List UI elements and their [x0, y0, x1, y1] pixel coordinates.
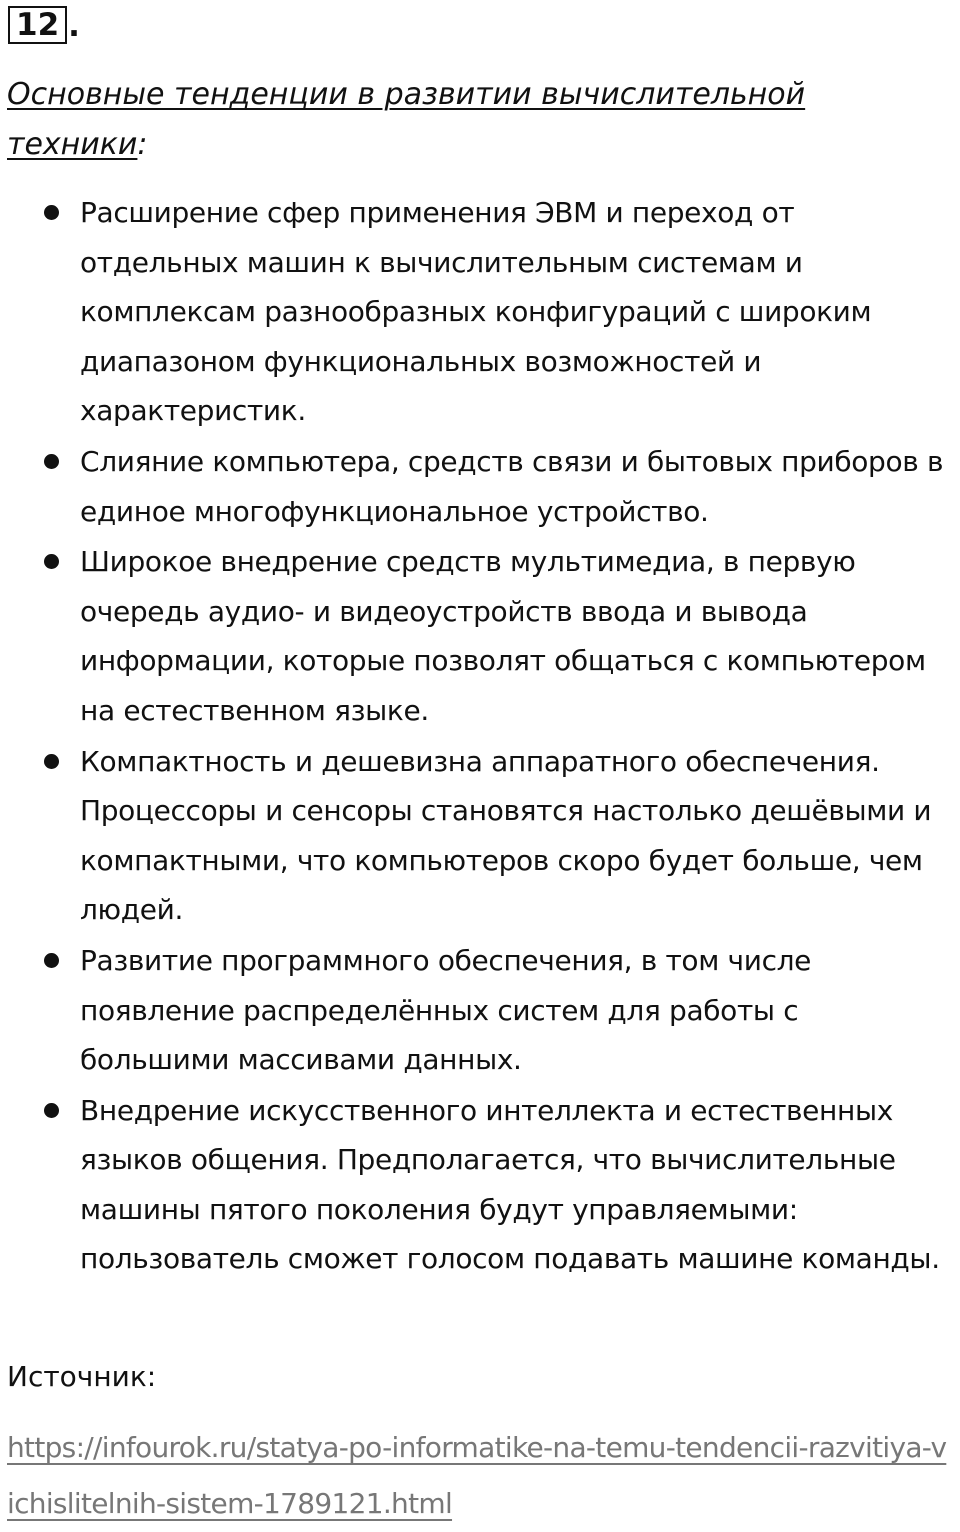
- list-item-text: Компактность и дешевизна аппаратного обеспечения. Процессоры и сенсоры становятся настолько дешёвыми и компактными, что компьютеров скоро будет больше, чем людей.: [80, 744, 932, 927]
- task-number-box: 12: [8, 6, 67, 44]
- list-item-text: Широкое внедрение средств мультимедиа, в первую очередь аудио- и видеоустройств ввода и вывода информации, которые позволят общаться с компьютером на естественном языке.: [80, 545, 926, 727]
- heading-text: Основные тенденции в развитии вычислительной техники: [7, 77, 806, 162]
- bullet-icon: [44, 1103, 59, 1118]
- list-item: [0, 1086, 960, 1284]
- task-number-dot: .: [68, 8, 80, 44]
- source-link[interactable]: https://infourok.ru/statya-po-informatike-na-temu-tendencii-razvitiya-vichislitelnih-sistem-1789121.html: [7, 1431, 947, 1520]
- list-item-text: Слияние компьютера, средств связи и бытовых приборов в единое многофункциональное устройство.: [80, 444, 944, 528]
- bullet-icon: [44, 554, 59, 569]
- section-heading: [7, 70, 947, 170]
- list-item: [0, 188, 960, 436]
- list-item-text: Внедрение искусственного интеллекта и естественных языков общения. Предполагается, что вычислительные машины пятого поколения будут управляемыми: пользователь сможет голосом подавать машине команды.: [80, 1093, 940, 1276]
- bullet-icon: [44, 454, 59, 469]
- list-item: [0, 537, 960, 735]
- list-item: [0, 437, 960, 536]
- list-item-text: Расширение сфер применения ЭВМ и переход от отдельных машин к вычислительным системам и комплексам разнообразных конфигураций с широким диапазоном функциональных возможностей и характеристик.: [80, 196, 872, 428]
- trends-list: [0, 188, 960, 1285]
- list-item-text: Развитие программного обеспечения, в том числе появление распределённых систем для работы с большими массивами данных.: [80, 943, 812, 1077]
- bullet-icon: [44, 205, 59, 220]
- task-number: [8, 8, 80, 44]
- source-label: Источник:: [7, 1360, 157, 1393]
- list-item: [0, 936, 960, 1085]
- list-item: [0, 737, 960, 935]
- bullet-icon: [44, 754, 59, 769]
- bullet-icon: [44, 953, 59, 968]
- heading-colon: :: [137, 127, 148, 162]
